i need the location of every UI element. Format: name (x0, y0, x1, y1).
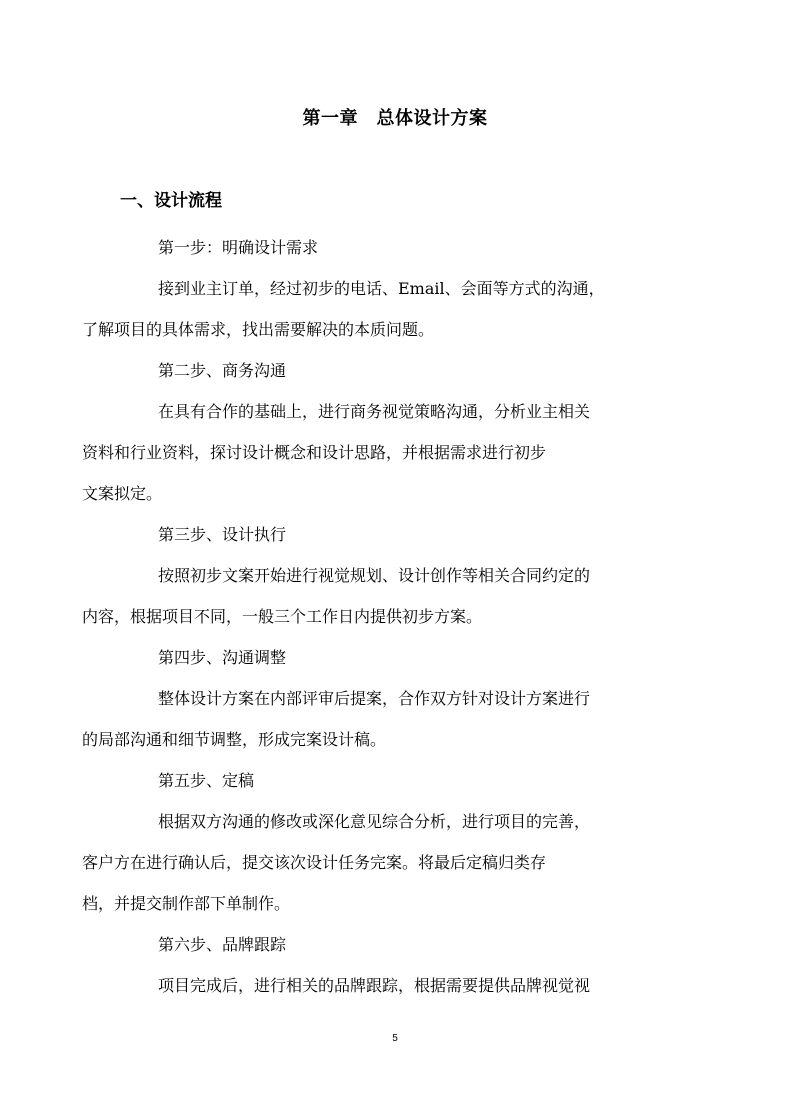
step-paragraph (82, 391, 670, 514)
section-heading: 一、设计流程 (120, 191, 222, 211)
paragraph-line: 客户方在进行确认后，提交该次设计任务完案。将最后定稿归类存 (82, 853, 547, 872)
step-title: 第一步：明确设计需求 (158, 238, 319, 257)
paragraph-line: 整体设计方案在内部评审后提案，合作双方针对设计方案进行 (158, 689, 591, 708)
paragraph-line: 接到业主订单，经过初步的电话、Email、会面等方式的沟通， (158, 279, 605, 298)
paragraph-line: 按照初步文案开始进行视觉规划、设计创作等相关合同约定的 (158, 566, 591, 585)
step-paragraph (120, 965, 670, 1006)
step-paragraph (82, 678, 670, 760)
paragraph-line: 根据双方沟通的修改或深化意见综合分析，进行项目的完善， (158, 812, 591, 831)
step-title: 第二步、商务沟通 (158, 361, 287, 380)
paragraph-line: 的局部沟通和细节调整，形成完案设计稿。 (82, 730, 387, 749)
step-title: 第三步、设计执行 (158, 525, 287, 544)
paragraph-line: 档，并提交制作部下单制作。 (82, 894, 291, 913)
paragraph-line: 文案拟定。 (82, 484, 163, 503)
paragraph-line: 资料和行业资料，探讨设计概念和设计思路，并根据需求进行初步 (82, 443, 547, 462)
paragraph-line: 项目完成后，进行相关的品牌跟踪，根据需要提供品牌视觉视 (158, 976, 591, 995)
document-body (82, 227, 670, 1006)
step-title: 第五步、定稿 (158, 771, 255, 790)
paragraph-line: 内容，根据项目不同，一般三个工作日内提供初步方案。 (82, 607, 483, 626)
step-title: 第四步、沟通调整 (158, 648, 287, 667)
chapter-title: 第一章 总体设计方案 (302, 108, 488, 129)
paragraph-line: 了解项目的具体需求，找出需要解决的本质问题。 (82, 320, 435, 339)
step-paragraph (82, 555, 670, 637)
page-number: 5 (392, 1033, 398, 1044)
step-title: 第六步、品牌跟踪 (158, 935, 287, 954)
paragraph-line: 在具有合作的基础上，进行商务视觉策略沟通，分析业主相关 (158, 402, 591, 421)
step-paragraph (82, 801, 670, 924)
step-paragraph (82, 268, 670, 350)
